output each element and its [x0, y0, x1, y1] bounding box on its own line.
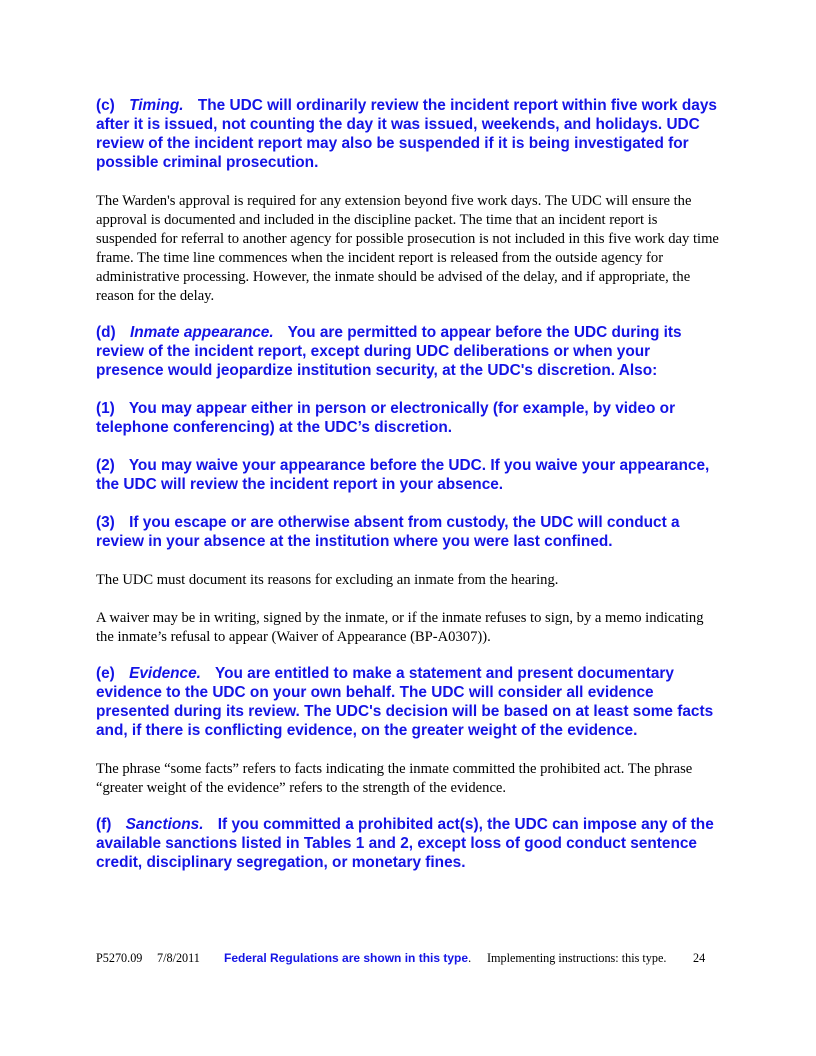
section-d2 — [96, 456, 720, 494]
section-e-label: (e) — [96, 665, 115, 682]
section-c — [96, 96, 720, 172]
section-d3-text: If you escape or are otherwise absent from custody, the UDC will conduct a review in your absence at the institution where you were last confined. — [96, 514, 680, 550]
section-d1 — [96, 399, 720, 437]
section-f-title: Sanctions. — [125, 816, 204, 833]
section-d2-text: You may waive your appearance before the UDC. If you waive your appearance, the UDC will review the incident report in your absence. — [96, 457, 710, 493]
section-d1-text: You may appear either in person or electronically (for example, by video or telephone conferencing) at the UDC’s discretion. — [96, 400, 676, 436]
section-e-title: Evidence. — [129, 665, 201, 682]
section-f-text: If you committed a prohibited act(s), the UDC can impose any of the available sanctions listed in Tables 1 and 2, except loss of good conduct sentence credit, disciplinary segregation, or monetary fines. — [96, 816, 714, 871]
footer-date: 7/8/2011 — [157, 951, 200, 965]
section-d-label: (d) — [96, 324, 116, 341]
section-d-instruction-1: The UDC must document its reasons for excluding an inmate from the hearing. — [96, 572, 559, 588]
section-f-label: (f) — [96, 816, 112, 833]
section-c-title: Timing. — [129, 97, 184, 114]
section-d — [96, 323, 720, 380]
section-c-label: (c) — [96, 97, 115, 114]
section-d1-label: (1) — [96, 400, 115, 417]
footer-instructions-note: Implementing instructions: this type. — [487, 951, 667, 965]
section-d3 — [96, 513, 720, 551]
section-d-instruction-2: A waiver may be in writing, signed by the inmate, or if the inmate refuses to sign, by a memo indicating the inmate’s refusal to appear (Waiver of Appearance (BP-A0307)). — [96, 610, 704, 645]
footer-period: . — [468, 951, 472, 965]
footer-doc-number: P5270.09 — [96, 951, 143, 965]
section-e-text: You are entitled to make a statement and present documentary evidence to the UDC on your own behalf. The UDC will consider all evidence presented during its review. The UDC's decision will be based on at least some facts and, if there is conflicting evidence, on the greater weight of the evidence. — [96, 665, 714, 739]
section-d-text: You are permitted to appear before the UDC during its review of the incident report, except during UDC deliberations or when your presence would jeopardize institution security, at the UDC's discretion. Also: — [96, 324, 682, 379]
section-e — [96, 664, 720, 740]
section-c-text: The UDC will ordinarily review the incident report within five work days after it is issued, not counting the day it was issued, weekends, and holidays. UDC review of the incident report may also be suspended if it is being investigated for possible criminal prosecution. — [96, 97, 717, 171]
section-f — [96, 815, 720, 872]
page-content — [96, 96, 720, 872]
footer-page-number: 24 — [693, 951, 706, 965]
section-d3-label: (3) — [96, 514, 115, 531]
section-e-instruction: The phrase “some facts” refers to facts indicating the inmate committed the prohibited act. The phrase “greater weight of the evidence” refers to the strength of the evidence. — [96, 761, 693, 796]
footer-regulations-note: Federal Regulations are shown in this type — [224, 951, 469, 965]
section-c-instruction: The Warden's approval is required for any extension beyond five work days. The UDC will ensure the approval is documented and included in the discipline packet. The time that an incident report is suspended for referral to another agency for possible prosecution is not included in this five work day time frame. The time line commences when the incident report is released from the outside agency for administrative processing. However, the inmate should be advised of the delay, and if appropriate, the reason for the delay. — [96, 193, 719, 304]
section-d2-label: (2) — [96, 457, 115, 474]
section-d-title: Inmate appearance. — [129, 324, 274, 341]
